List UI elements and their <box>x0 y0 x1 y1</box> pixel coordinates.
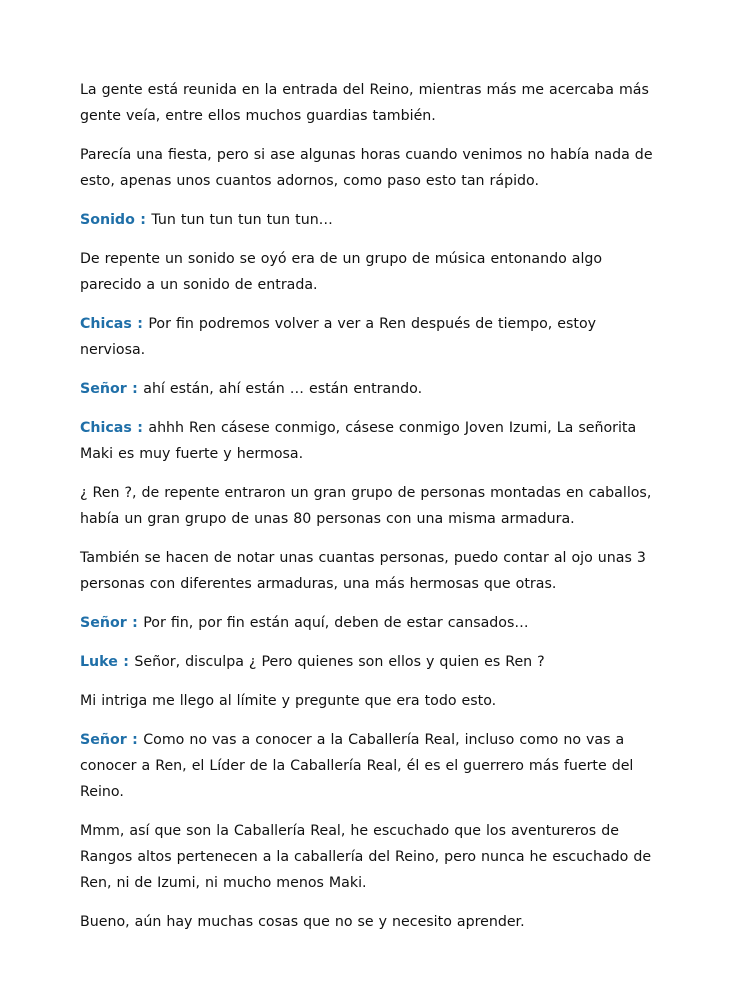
dialogue-text: Tun tun tun tun tun tun… <box>151 212 333 228</box>
paragraph <box>80 142 660 194</box>
paragraph-text: También se hacen de notar unas cuantas personas, puedo contar al ojo unas 3 personas con diferentes armaduras, una más hermosas que otras. <box>80 550 646 592</box>
speaker-separator: : <box>126 615 144 631</box>
paragraph <box>80 545 660 597</box>
dialogue-line <box>80 415 660 467</box>
dialogue-line <box>80 649 660 675</box>
paragraph <box>80 246 660 298</box>
dialogue-line <box>80 207 660 233</box>
dialogue-text: Por fin podremos volver a ver a Ren después de tiempo, estoy nerviosa. <box>80 316 597 358</box>
paragraph-text: De repente un sonido se oyó era de un grupo de música entonando algo parecido a un sonido de entrada. <box>80 251 603 293</box>
speaker-separator: : <box>131 420 149 436</box>
paragraph-text: Mi intriga me llego al límite y pregunte que era todo esto. <box>80 693 497 709</box>
speaker-name: Señor <box>80 615 127 631</box>
dialogue-text: Como no vas a conocer a la Caballería Real, incluso como no vas a conocer a Ren, el Líder de la Caballería Real, él es el guerrero más fuerte del Reino. <box>80 732 634 800</box>
speaker-separator: : <box>131 316 149 332</box>
paragraph <box>80 688 660 714</box>
paragraph <box>80 480 660 532</box>
paragraph <box>80 77 660 129</box>
paragraph-text: Mmm, así que son la Caballería Real, he escuchado que los aventureros de Rangos altos pertenecen a la caballería del Reino, pero nunca he escuchado de Ren, ni de Izumi, ni mucho menos Maki. <box>80 823 652 891</box>
dialogue-text: Por fin, por fin están aquí, deben de estar cansados… <box>143 615 529 631</box>
speaker-separator: : <box>126 732 144 748</box>
paragraph-text: La gente está reunida en la entrada del Reino, mientras más me acercaba más gente veía, entre ellos muchos guardias también. <box>80 82 649 124</box>
speaker-separator: : <box>134 212 152 228</box>
paragraph <box>80 818 660 896</box>
paragraph-text: ¿ Ren ?, de repente entraron un gran grupo de personas montadas en caballos, había un gran grupo de unas 80 personas con una misma armadura. <box>80 485 652 527</box>
paragraph <box>80 909 660 935</box>
dialogue-text: ahí están, ahí están … están entrando. <box>143 381 423 397</box>
speaker-name: Chicas <box>80 420 132 436</box>
speaker-name: Señor <box>80 381 127 397</box>
speaker-separator: : <box>126 381 144 397</box>
speaker-name: Señor <box>80 732 127 748</box>
paragraph-text: Bueno, aún hay muchas cosas que no se y necesito aprender. <box>80 914 525 930</box>
dialogue-text: Señor, disculpa ¿ Pero quienes son ellos y quien es Ren ? <box>134 654 545 670</box>
dialogue-line <box>80 311 660 363</box>
dialogue-line <box>80 376 660 402</box>
speaker-name: Chicas <box>80 316 132 332</box>
document-body <box>80 77 660 948</box>
speaker-name: Luke <box>80 654 118 670</box>
paragraph-text: Parecía una fiesta, pero si ase algunas horas cuando venimos no había nada de esto, apenas unos cuantos adornos, como paso esto tan rápido. <box>80 147 653 189</box>
dialogue-line <box>80 610 660 636</box>
dialogue-text: ahhh Ren cásese conmigo, cásese conmigo Joven Izumi, La señorita Maki es muy fuerte y hermosa. <box>80 420 637 462</box>
speaker-separator: : <box>117 654 135 670</box>
dialogue-line <box>80 727 660 805</box>
speaker-name: Sonido <box>80 212 135 228</box>
